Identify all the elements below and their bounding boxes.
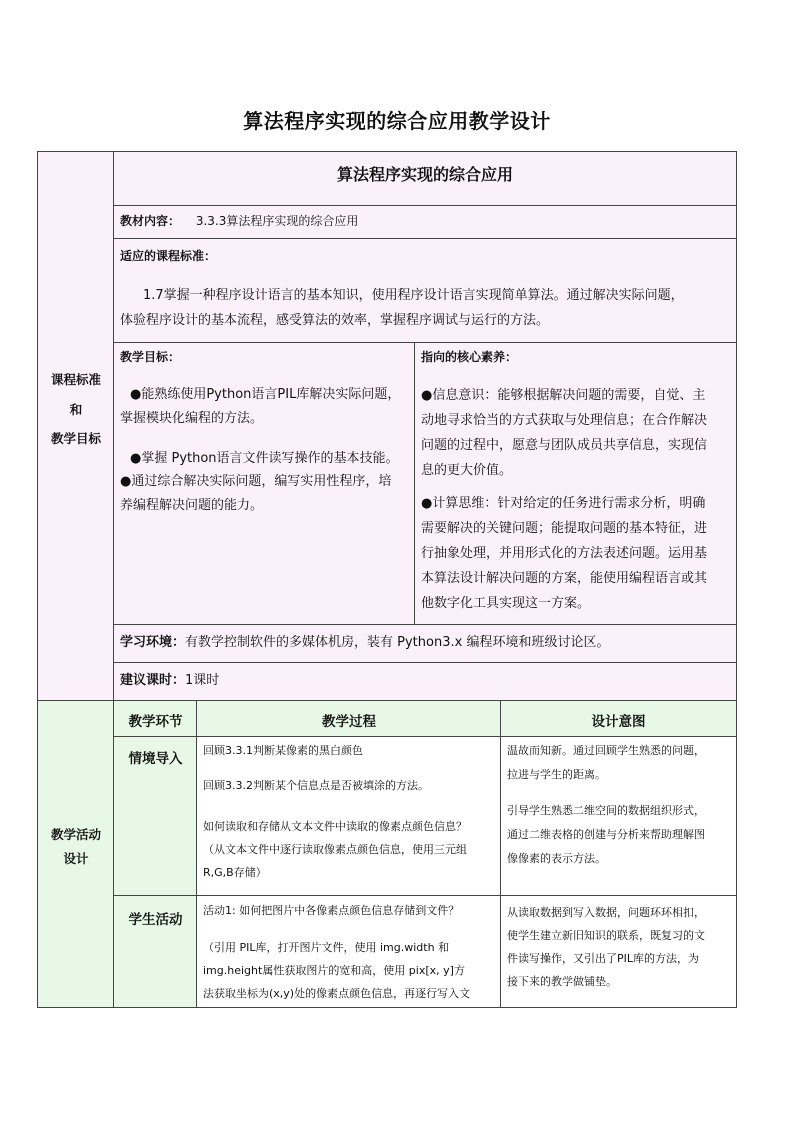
material-value: 3.3.3算法程序实现的综合应用 [195, 214, 359, 228]
literacy-item-1-line1: ●信息意识：能够根据解决问题的需要，自觉、主 [421, 388, 706, 403]
row2-stage: 学生活动 [128, 912, 183, 928]
literacy-item-2-line3: 行抽象处理，并用形式化的方法表述问题。运用基 [421, 546, 708, 561]
row1-intent-p2-line3: 像像素的表示方法。 [507, 852, 606, 865]
col-header-intent-label: 设计意图 [591, 714, 646, 730]
row1-intent-cell [501, 737, 736, 896]
goal-item-3-line1: ●通过综合解决实际问题，编写实用性程序，培 [120, 474, 392, 489]
row1-stage: 情境导入 [128, 751, 183, 767]
header-title-cell [114, 152, 736, 206]
goal-item-2-line1: ●掌握 Python语言文件读写操作的基本技能。 [130, 451, 399, 466]
goal-item-1-line1: ●能熟练使用Python语言PIL库解决实际问题， [130, 387, 401, 402]
col-header-process [197, 701, 501, 737]
section2-left-cell [38, 701, 114, 1007]
section1-label-line3: 教学目标 [50, 431, 101, 446]
literacy-item-1-line2: 动地寻求恰当的方式获取与处理信息；在合作解决 [421, 413, 708, 428]
row2-intent-line2: 使学生建立新旧知识的联系，既复习的文 [507, 929, 705, 942]
goal-item-3-line2: 养编程解决问题的能力。 [120, 498, 264, 513]
row1-intent-p2-line1: 引导学生熟悉二维空间的数据组织形式， [507, 804, 705, 817]
col-header-stage [114, 701, 197, 737]
standard-text-line1: 1.7掌握一种程序设计语言的基本知识，使用程序设计语言实现简单算法。通过解决实际问题， [143, 288, 684, 303]
hours-value: 1课时 [185, 673, 220, 688]
standard-cell [114, 239, 736, 343]
literacy-item-2-line4: 本算法设计解决问题的方案，能使用编程语言或其 [421, 571, 708, 586]
row2-intent-line4: 接下来的教学做铺垫。 [507, 975, 617, 988]
environment-cell [114, 625, 736, 663]
section1-label-line1: 课程标准 [50, 372, 101, 387]
goals-cell [114, 343, 415, 625]
standard-text-line2: 体验程序设计的基本流程，感受算法的效率，掌握程序调试与运行的方法。 [120, 313, 550, 328]
section1-left-cell [38, 152, 114, 701]
row2-intent-cell [501, 896, 736, 1007]
row2-process-p2-line1: （引用 PIL库，打开图片文件，使用 img.width 和 [203, 941, 450, 954]
literacy-item-1-line3: 问题的过程中，愿意与团队成员共享信息，实现信 [421, 438, 708, 453]
row2-stage-cell [114, 896, 197, 1007]
section2-label-line1: 教学活动 [50, 827, 101, 842]
document-title: 算法程序实现的综合应用教学设计 [243, 109, 551, 133]
col-header-stage-label: 教学环节 [128, 714, 183, 730]
row1-process-p2: 回顾3.3.2判断某个信息点是否被填涂的方法。 [203, 779, 429, 792]
hours-label: 建议课时： [120, 673, 186, 688]
literacy-item-2-line1: ●计算思维：针对给定的任务进行需求分析，明确 [421, 496, 706, 511]
standard-label: 适应的课程标准： [120, 249, 217, 263]
material-label: 教材内容： [120, 214, 181, 228]
literacy-item-2-line2: 需要解决的关键问题；能提取问题的基本特征，进 [421, 521, 708, 536]
row1-process-p3-line3: R,G,B存储） [203, 866, 267, 879]
row2-intent-line1: 从读取数据到写入数据，问题环环相扣， [507, 906, 705, 919]
row2-process-p2-line2: img.height属性获取图片的宽和高，使用 pix[x, y]方 [203, 964, 465, 977]
material-cell [114, 206, 736, 239]
row2-intent-line3: 件读写操作，又引出了PIL库的方法，为 [507, 952, 700, 965]
lesson-plan-table [37, 151, 737, 1008]
row1-process-p3-line2: （从文本文件中逐行读取像素点颜色信息，使用三元组 [203, 843, 467, 856]
literacy-label: 指向的核心素养： [421, 350, 518, 364]
header-title: 算法程序实现的综合应用 [336, 165, 513, 184]
col-header-process-label: 教学过程 [322, 714, 376, 730]
environment-label: 学习环境： [120, 635, 186, 650]
row2-process-cell [197, 896, 501, 1007]
row1-stage-cell [114, 737, 197, 896]
goal-item-1-line2: 掌握模块化编程的方法。 [120, 411, 264, 426]
hours-cell [114, 663, 736, 701]
environment-value: 有教学控制软件的多媒体机房，装有 Python3.x 编程环境和班级讨论区。 [185, 635, 610, 650]
row1-intent-p1-line1: 温故而知新。通过回顾学生熟悉的问题， [507, 744, 705, 757]
section1-label-line2: 和 [69, 401, 83, 417]
section2-label-line2: 设计 [63, 850, 89, 866]
literacy-item-2-line5: 他数字化工具实现这一方案。 [421, 596, 591, 611]
literacy-item-1-line4: 息的更大价值。 [421, 463, 513, 478]
row2-process-p2-line3: 法获取坐标为(x,y)处的像素点颜色信息，再逐行写入文 [203, 987, 471, 1000]
row1-process-p1: 回顾3.3.1判断某像素的黑白颜色 [203, 744, 363, 757]
row1-intent-p1-line2: 拉进与学生的距离。 [507, 768, 606, 781]
row1-process-cell [197, 737, 501, 896]
literacy-cell [415, 343, 736, 625]
row1-process-p3-line1: 如何读取和存储从文本文件中读取的像素点颜色信息？ [203, 820, 467, 833]
row2-process-p1: 活动1: 如何把图片中各像素点颜色信息存储到文件？ [203, 904, 460, 917]
row1-intent-p2-line2: 通过二维表格的创建与分析来帮助理解图 [507, 828, 705, 841]
col-header-intent [501, 701, 736, 737]
goals-label: 教学目标： [120, 350, 181, 364]
